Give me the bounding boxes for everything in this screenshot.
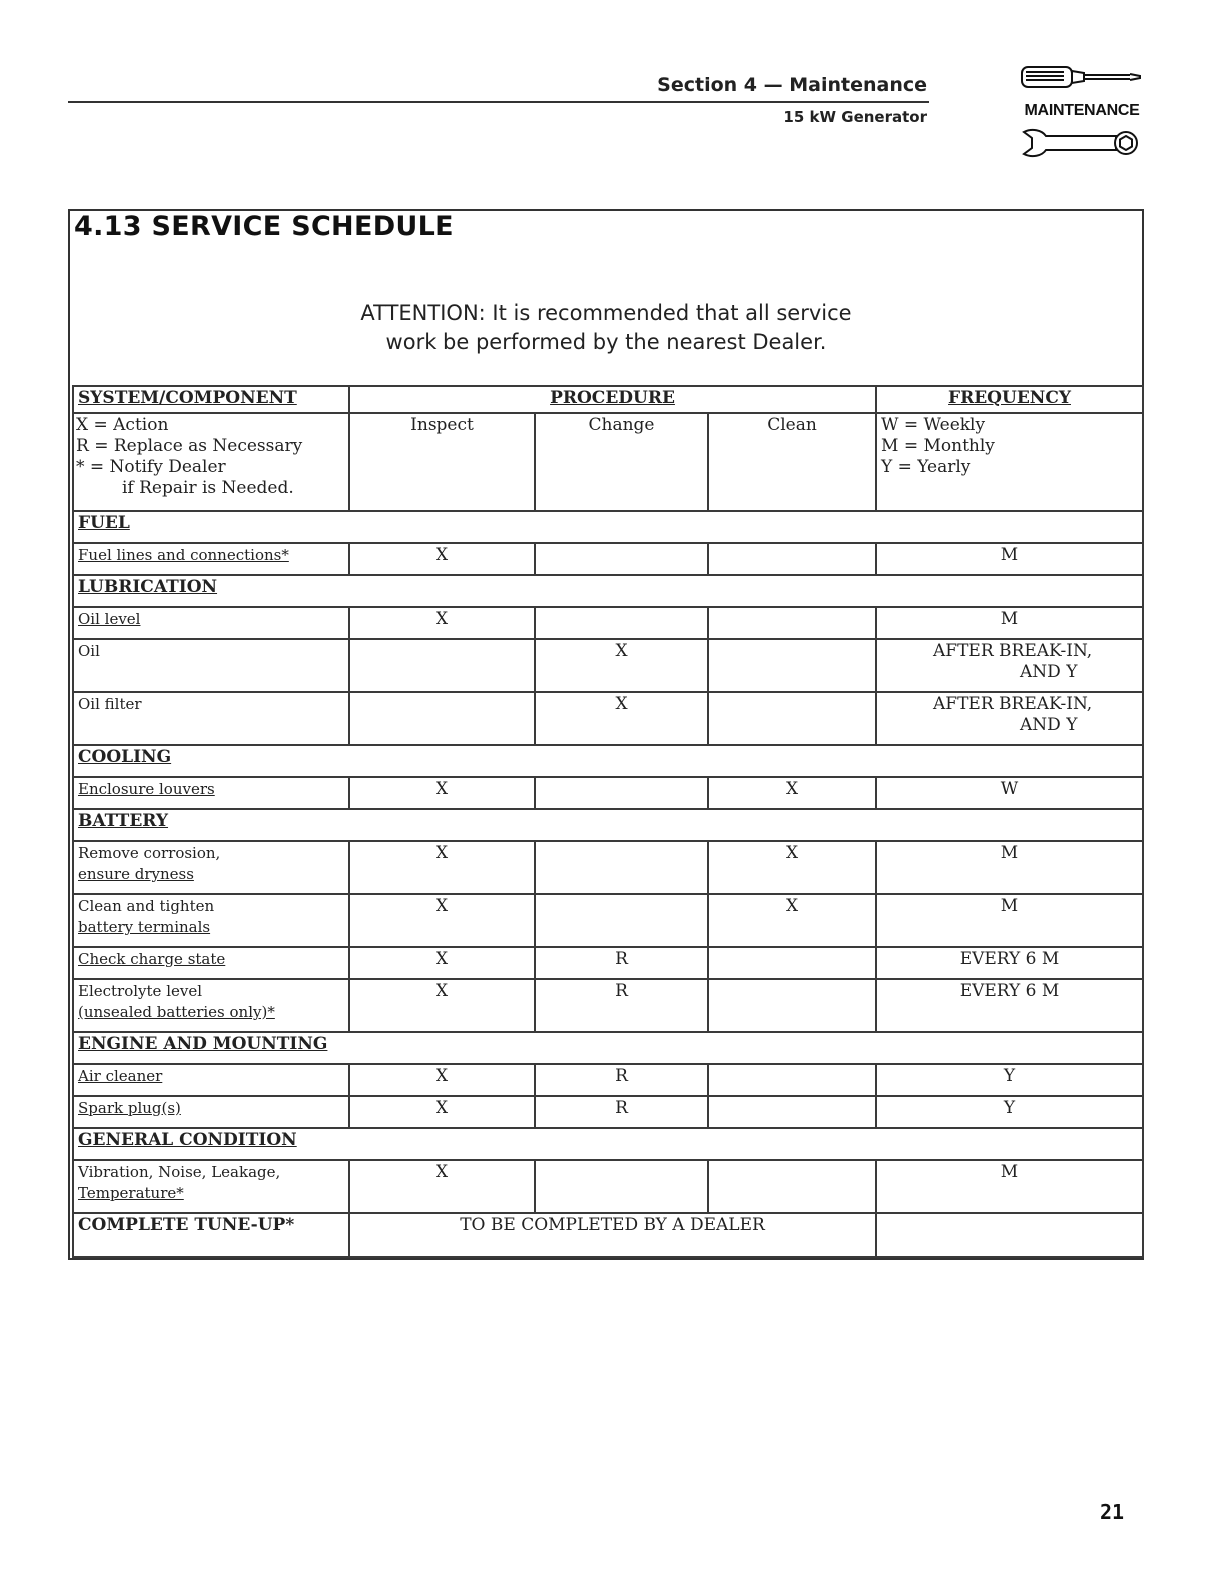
change-cell: X <box>535 692 708 745</box>
component-name-line-2: ensure dryness <box>78 865 194 883</box>
clean-cell <box>708 607 876 639</box>
header-procedure: PROCEDURE <box>349 386 876 413</box>
clean-cell <box>708 1064 876 1096</box>
header-rule <box>68 101 929 103</box>
clean-cell: X <box>708 894 876 947</box>
clean-cell <box>708 639 876 692</box>
inspect-cell: X <box>349 1096 535 1128</box>
component-name: Fuel lines and connections* <box>73 543 349 575</box>
clean-cell <box>708 947 876 979</box>
table-row <box>73 1160 1143 1213</box>
section-title-fuel: FUEL <box>73 511 1143 543</box>
maintenance-label: MAINTENANCE <box>1024 102 1140 119</box>
frequency-cell: EVERY 6 M <box>876 979 1143 1032</box>
service-schedule-table <box>72 385 1144 1258</box>
table-row <box>73 1096 1143 1128</box>
section-title-engine: ENGINE AND MOUNTING <box>73 1032 1143 1064</box>
change-cell <box>535 841 708 894</box>
table-row <box>73 947 1143 979</box>
component-name <box>73 1160 349 1213</box>
component-name-line-1: Remove corrosion, <box>78 844 221 862</box>
change-cell <box>535 894 708 947</box>
inspect-cell: X <box>349 947 535 979</box>
component-name: Air cleaner <box>73 1064 349 1096</box>
frequency-legend <box>876 413 1143 511</box>
tuneup-procedure: TO BE COMPLETED BY A DEALER <box>349 1213 876 1257</box>
change-cell: R <box>535 947 708 979</box>
legend-notify-cont: if Repair is Needed. <box>122 478 294 498</box>
maintenance-badge <box>1012 62 1152 164</box>
inspect-cell: X <box>349 1160 535 1213</box>
attention-line-1: ATTENTION: It is recommended that all service <box>360 301 852 325</box>
frequency-cell: Y <box>876 1096 1143 1128</box>
component-name-line-1: Vibration, Noise, Leakage, <box>78 1163 281 1181</box>
clean-cell: X <box>708 777 876 809</box>
legend-cell <box>73 413 349 511</box>
inspect-cell <box>349 639 535 692</box>
component-name: Oil <box>73 639 349 692</box>
frequency-cell: M <box>876 841 1143 894</box>
section-row-general <box>73 1128 1143 1160</box>
clean-cell: X <box>708 841 876 894</box>
frequency-cell <box>876 639 1143 692</box>
clean-cell <box>708 1096 876 1128</box>
page-title: 4.13 SERVICE SCHEDULE <box>74 211 454 242</box>
section-row-battery <box>73 809 1143 841</box>
frequency-cell: M <box>876 607 1143 639</box>
inspect-cell: X <box>349 979 535 1032</box>
component-name <box>73 979 349 1032</box>
inspect-cell <box>349 692 535 745</box>
frequency-cell: M <box>876 1160 1143 1213</box>
section-row-fuel <box>73 511 1143 543</box>
component-name: Oil level <box>73 607 349 639</box>
component-name: Check charge state <box>73 947 349 979</box>
table-row <box>73 543 1143 575</box>
tuneup-label: COMPLETE TUNE-UP* <box>73 1213 349 1257</box>
section-title-lubrication: LUBRICATION <box>73 575 1143 607</box>
change-cell <box>535 543 708 575</box>
clean-cell <box>708 543 876 575</box>
freq-legend-weekly: W = Weekly <box>881 415 986 435</box>
section-title-battery: BATTERY <box>73 809 1143 841</box>
section-title-general: GENERAL CONDITION <box>73 1128 1143 1160</box>
frequency-cell <box>876 692 1143 745</box>
inspect-cell: X <box>349 1064 535 1096</box>
table-row <box>73 1064 1143 1096</box>
frequency-cell: M <box>876 543 1143 575</box>
clean-cell <box>708 1160 876 1213</box>
table-row <box>73 841 1143 894</box>
subheader-clean: Clean <box>708 413 876 511</box>
page-number: 21 <box>1100 1500 1125 1524</box>
component-name-line-2: battery terminals <box>78 918 211 936</box>
component-name <box>73 841 349 894</box>
change-cell <box>535 607 708 639</box>
table-row <box>73 639 1143 692</box>
attention-line-2: work be performed by the nearest Dealer. <box>385 330 827 354</box>
change-cell: R <box>535 1064 708 1096</box>
header-frequency: FREQUENCY <box>876 386 1143 413</box>
frequency-cell: EVERY 6 M <box>876 947 1143 979</box>
section-row-engine <box>73 1032 1143 1064</box>
inspect-cell: X <box>349 777 535 809</box>
frequency-line-2: AND Y <box>1020 715 1078 735</box>
inspect-cell: X <box>349 543 535 575</box>
legend-row <box>73 413 1143 511</box>
clean-cell <box>708 979 876 1032</box>
section-row-cooling <box>73 745 1143 777</box>
inspect-cell: X <box>349 841 535 894</box>
table-row <box>73 692 1143 745</box>
clean-cell <box>708 692 876 745</box>
section-heading: Section 4 — Maintenance <box>657 74 927 96</box>
change-cell <box>535 1160 708 1213</box>
tuneup-frequency <box>876 1213 1143 1257</box>
component-name: Spark plug(s) <box>73 1096 349 1128</box>
inspect-cell: X <box>349 607 535 639</box>
table-row <box>73 894 1143 947</box>
frequency-cell: W <box>876 777 1143 809</box>
frequency-line-1: AFTER BREAK-IN, <box>933 641 1093 661</box>
table-header-row <box>73 386 1143 413</box>
legend-replace: R = Replace as Necessary <box>76 436 303 456</box>
tuneup-row <box>73 1213 1143 1257</box>
frequency-cell: M <box>876 894 1143 947</box>
component-name <box>73 894 349 947</box>
change-cell: X <box>535 639 708 692</box>
attention-notice <box>70 299 1142 357</box>
frequency-line-1: AFTER BREAK-IN, <box>933 694 1093 714</box>
component-name-line-1: Electrolyte level <box>78 982 203 1000</box>
table-row <box>73 607 1143 639</box>
inspect-cell: X <box>349 894 535 947</box>
component-name: Oil filter <box>73 692 349 745</box>
screwdriver-icon <box>1012 62 1152 92</box>
section-row-lubrication <box>73 575 1143 607</box>
component-name: Enclosure louvers <box>73 777 349 809</box>
wrench-icon <box>1012 124 1152 164</box>
freq-legend-yearly: Y = Yearly <box>881 457 971 477</box>
legend-notify: * = Notify Dealer <box>76 457 226 477</box>
change-cell: R <box>535 979 708 1032</box>
frequency-cell: Y <box>876 1064 1143 1096</box>
component-name-line-2: (unsealed batteries only)* <box>78 1003 275 1021</box>
component-name-line-1: Clean and tighten <box>78 897 215 915</box>
legend-action: X = Action <box>76 415 169 435</box>
header-system-component: SYSTEM/COMPONENT <box>73 386 349 413</box>
table-row <box>73 777 1143 809</box>
table-row <box>73 979 1143 1032</box>
change-cell <box>535 777 708 809</box>
service-schedule-panel <box>68 209 1144 1260</box>
component-name-line-2: Temperature* <box>78 1184 184 1202</box>
change-cell: R <box>535 1096 708 1128</box>
subheader-inspect: Inspect <box>349 413 535 511</box>
subheader-change: Change <box>535 413 708 511</box>
freq-legend-monthly: M = Monthly <box>881 436 995 456</box>
section-title-cooling: COOLING <box>73 745 1143 777</box>
frequency-line-2: AND Y <box>1020 662 1078 682</box>
product-subtitle: 15 kW Generator <box>783 108 927 126</box>
